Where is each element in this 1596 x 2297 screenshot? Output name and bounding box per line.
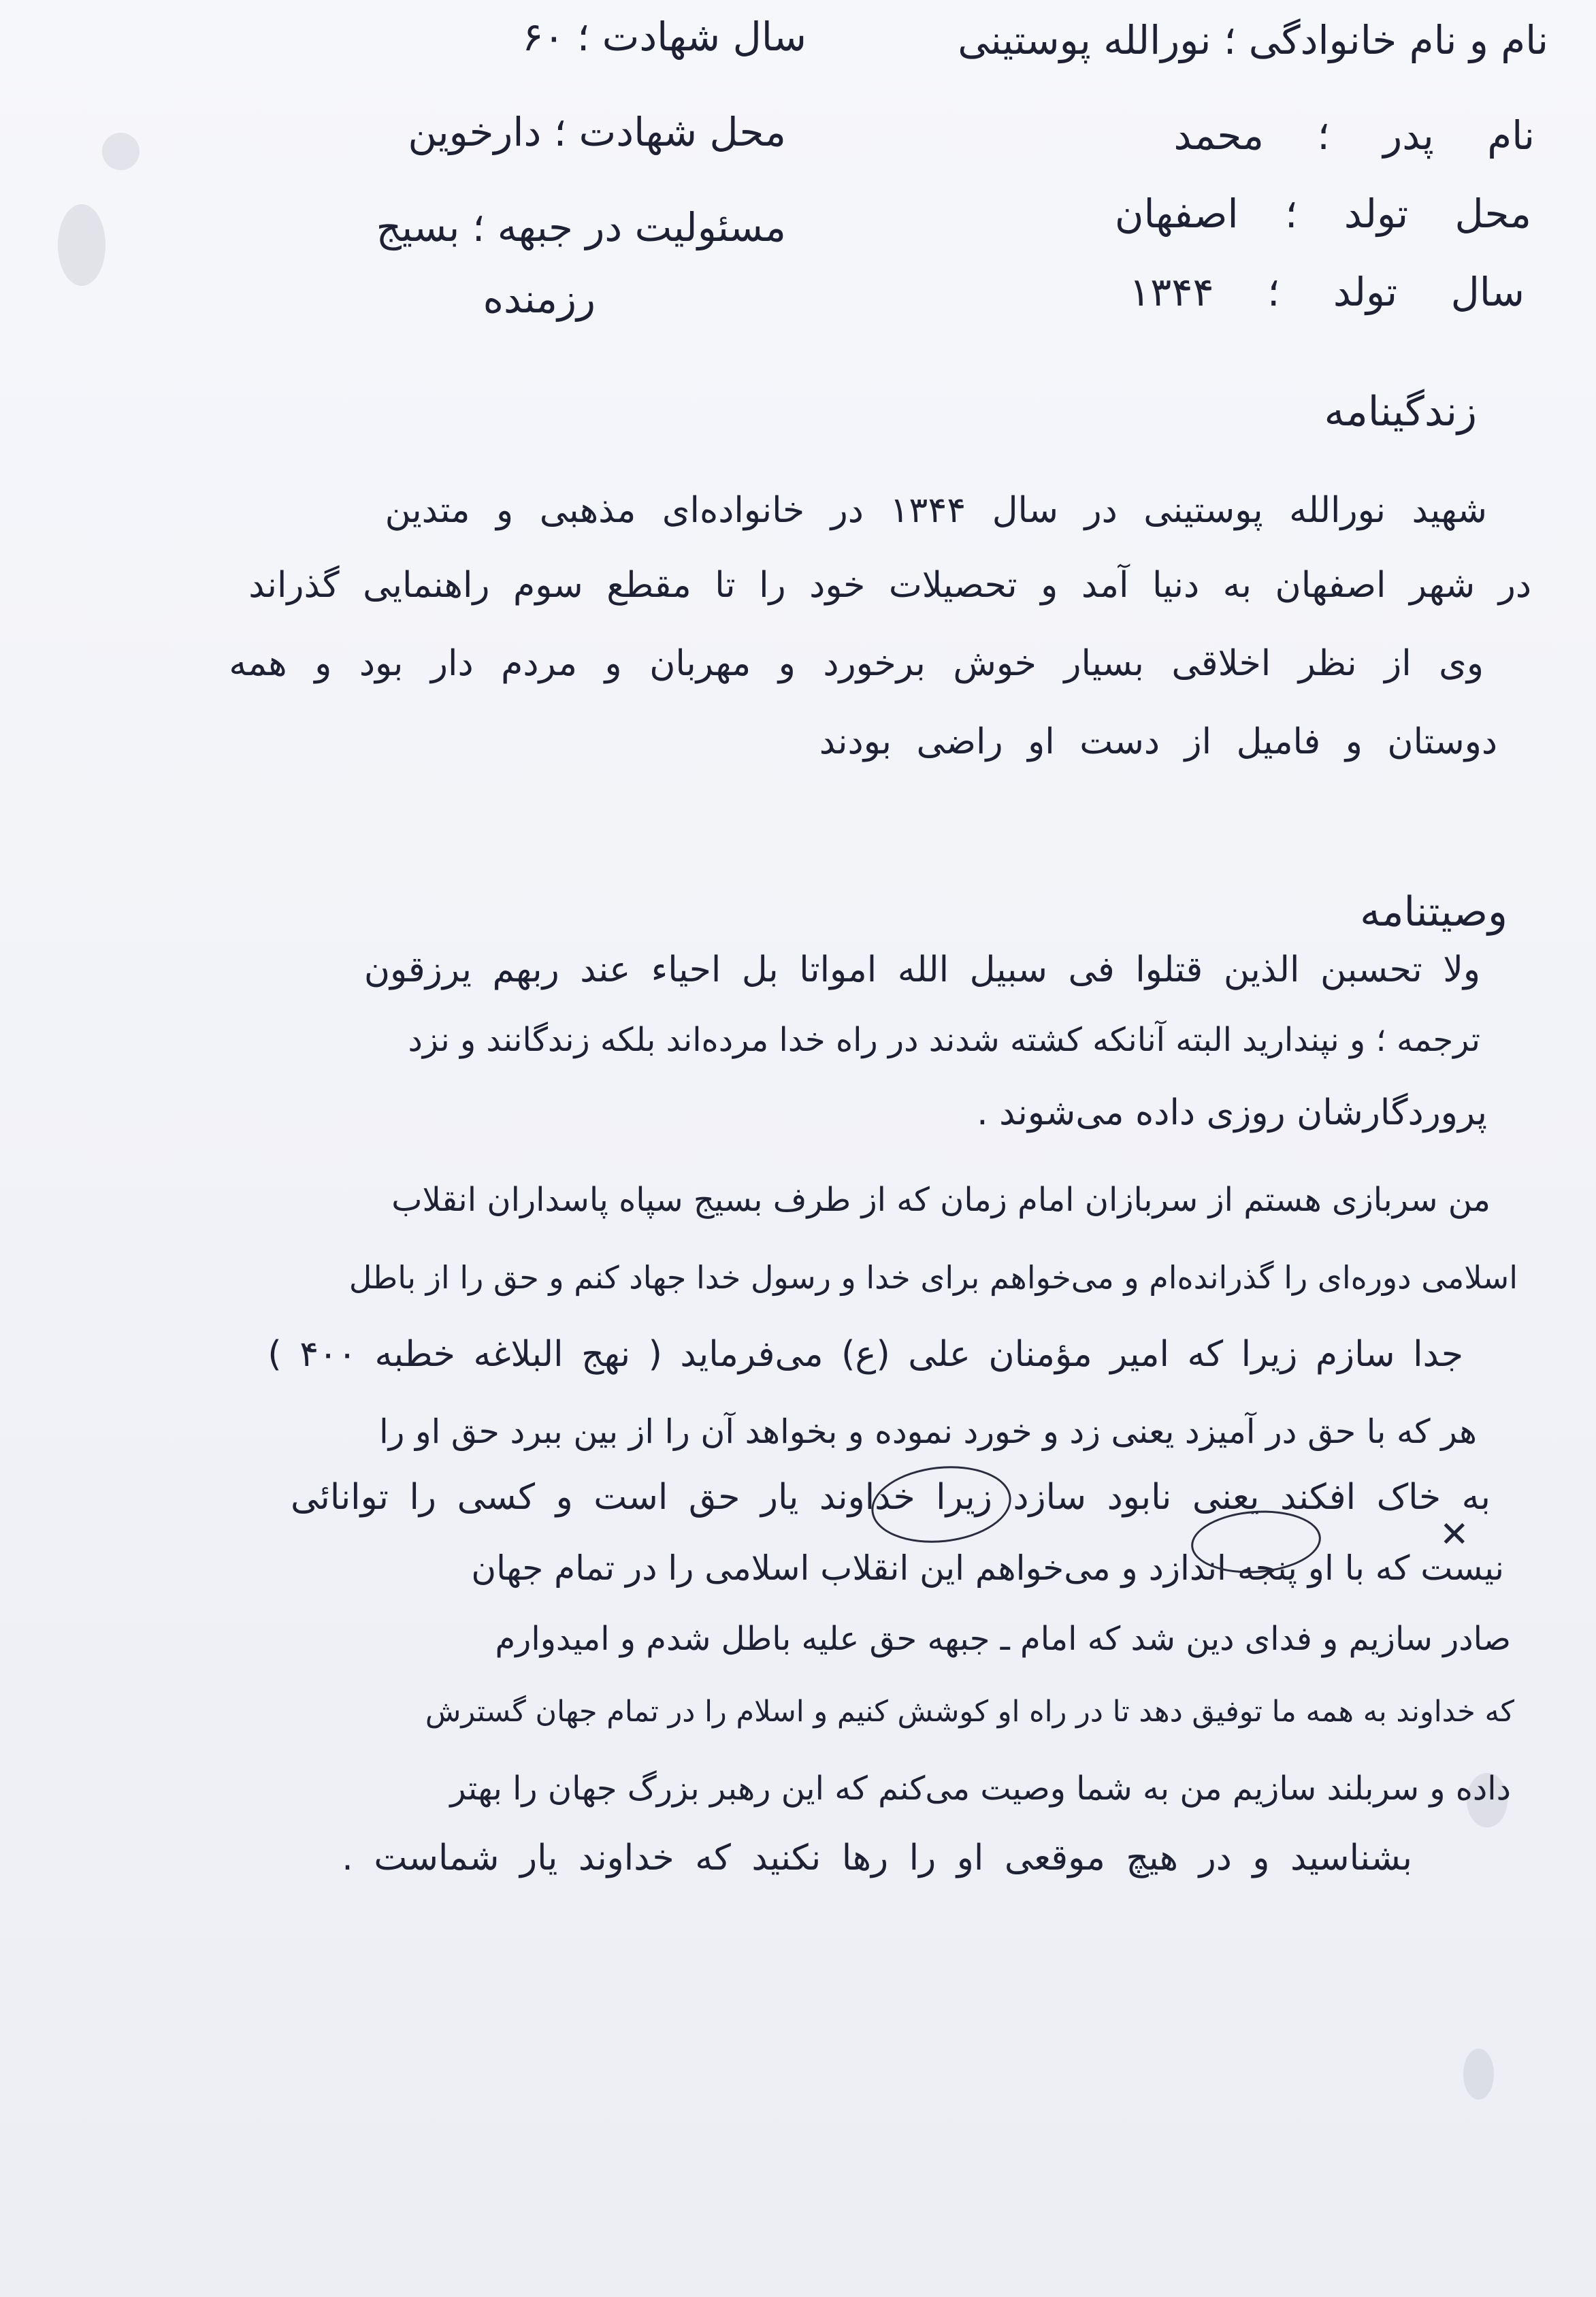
biography-line: دوستان و فامیل از دست او راضی بودند <box>819 721 1497 762</box>
will-line: هر که با حق در آمیزد یعنی زد و خورد نموده و بخواهد آن را از بین ببرد حق او را <box>379 1412 1477 1451</box>
biography-line: در شهر اصفهان به دنیا آمد و تحصیلات خود را تا مقطع سوم راهنمایی گذراند <box>248 565 1531 606</box>
will-line: بشناسید و در هیچ موقعی او را رها نکنید که خداوند یار شماست . <box>342 1838 1412 1878</box>
will-line: که خداوند به همه ما توفیق دهد تا در راه او کوشش کنیم و اسلام را در تمام جهان گسترش <box>425 1695 1514 1729</box>
x-mark-icon: ✕ <box>1439 1514 1469 1555</box>
header-birthyear-line: سال تولد ؛ ۱۳۴۴ <box>1129 269 1525 315</box>
paper-smudge <box>1463 2049 1494 2100</box>
header-birthplace-line: محل تولد ؛ اصفهان <box>1114 191 1531 237</box>
will-line: من سربازی هستم از سربازان امام زمان که از طرف بسیج سپاه پاسداران انقلاب <box>391 1181 1491 1219</box>
header-name-line: نام و نام خانوادگی ؛ نورالله پوستینی <box>958 17 1548 63</box>
will-line: جدا سازم زیرا که امیر مؤمنان علی (ع) می‌فرماید ( نهج البلاغه خطبه ۴۰۰ ) <box>267 1334 1463 1375</box>
header-father-line: نام پدر ؛ محمد <box>1173 112 1535 159</box>
will-line: داده و سربلند سازیم من به شما وصیت می‌کنم که این رهبر بزرگ جهان را بهتر <box>450 1770 1511 1808</box>
will-line: اسلامی دوره‌ای را گذرانده‌ام و می‌خواهم برای خدا و رسول خدا جهاد کنم و حق را از باطل <box>348 1259 1518 1296</box>
header-martyrdom-place: محل شهادت ؛ دارخوین <box>408 109 786 155</box>
will-line: ترجمه ؛ و نپندارید البته آنانکه کشته شدند در راه خدا مرده‌اند بلکه زندگانند و نزد <box>408 1021 1480 1059</box>
paper-smudge <box>58 204 105 286</box>
circled-word-mark <box>868 1460 1015 1550</box>
will-line: به خاک افکند یعنی نابود سازد زیرا خداوند یار حق است و کسی را توانائی <box>291 1477 1491 1518</box>
biography-title: زندگینامه <box>1324 388 1477 436</box>
header-role-value: رزمنده <box>483 276 596 322</box>
paper-smudge <box>102 133 140 170</box>
header-front-role: مسئولیت در جبهه ؛ بسیج <box>376 204 786 250</box>
will-line: صادر سازیم و فدای دین شد که امام ـ جبهه حق علیه باطل شدم و امیدوارم <box>495 1620 1511 1658</box>
will-verse-line: ولا تحسبن الذین قتلوا فی سبیل الله امواتا بل احیاء عند ربهم یرزقون <box>363 949 1480 990</box>
will-title: وصیتنامه <box>1360 888 1508 936</box>
will-line: نیست که با او پنجه اندازد و می‌خواهم این انقلاب اسلامی را در تمام جهان <box>471 1548 1504 1588</box>
will-line: پروردگارشان روزی داده می‌شوند . <box>977 1092 1487 1133</box>
biography-line: شهید نورالله پوستینی در سال ۱۳۴۴ در خانواده‌ای مذهبی و متدین <box>385 490 1487 531</box>
biography-line: وی از نظر اخلاقی بسیار خوش برخورد و مهربان و مردم دار بود و همه <box>229 643 1484 684</box>
header-martyrdom-year: سال شهادت ؛ ۶۰ <box>522 14 807 60</box>
